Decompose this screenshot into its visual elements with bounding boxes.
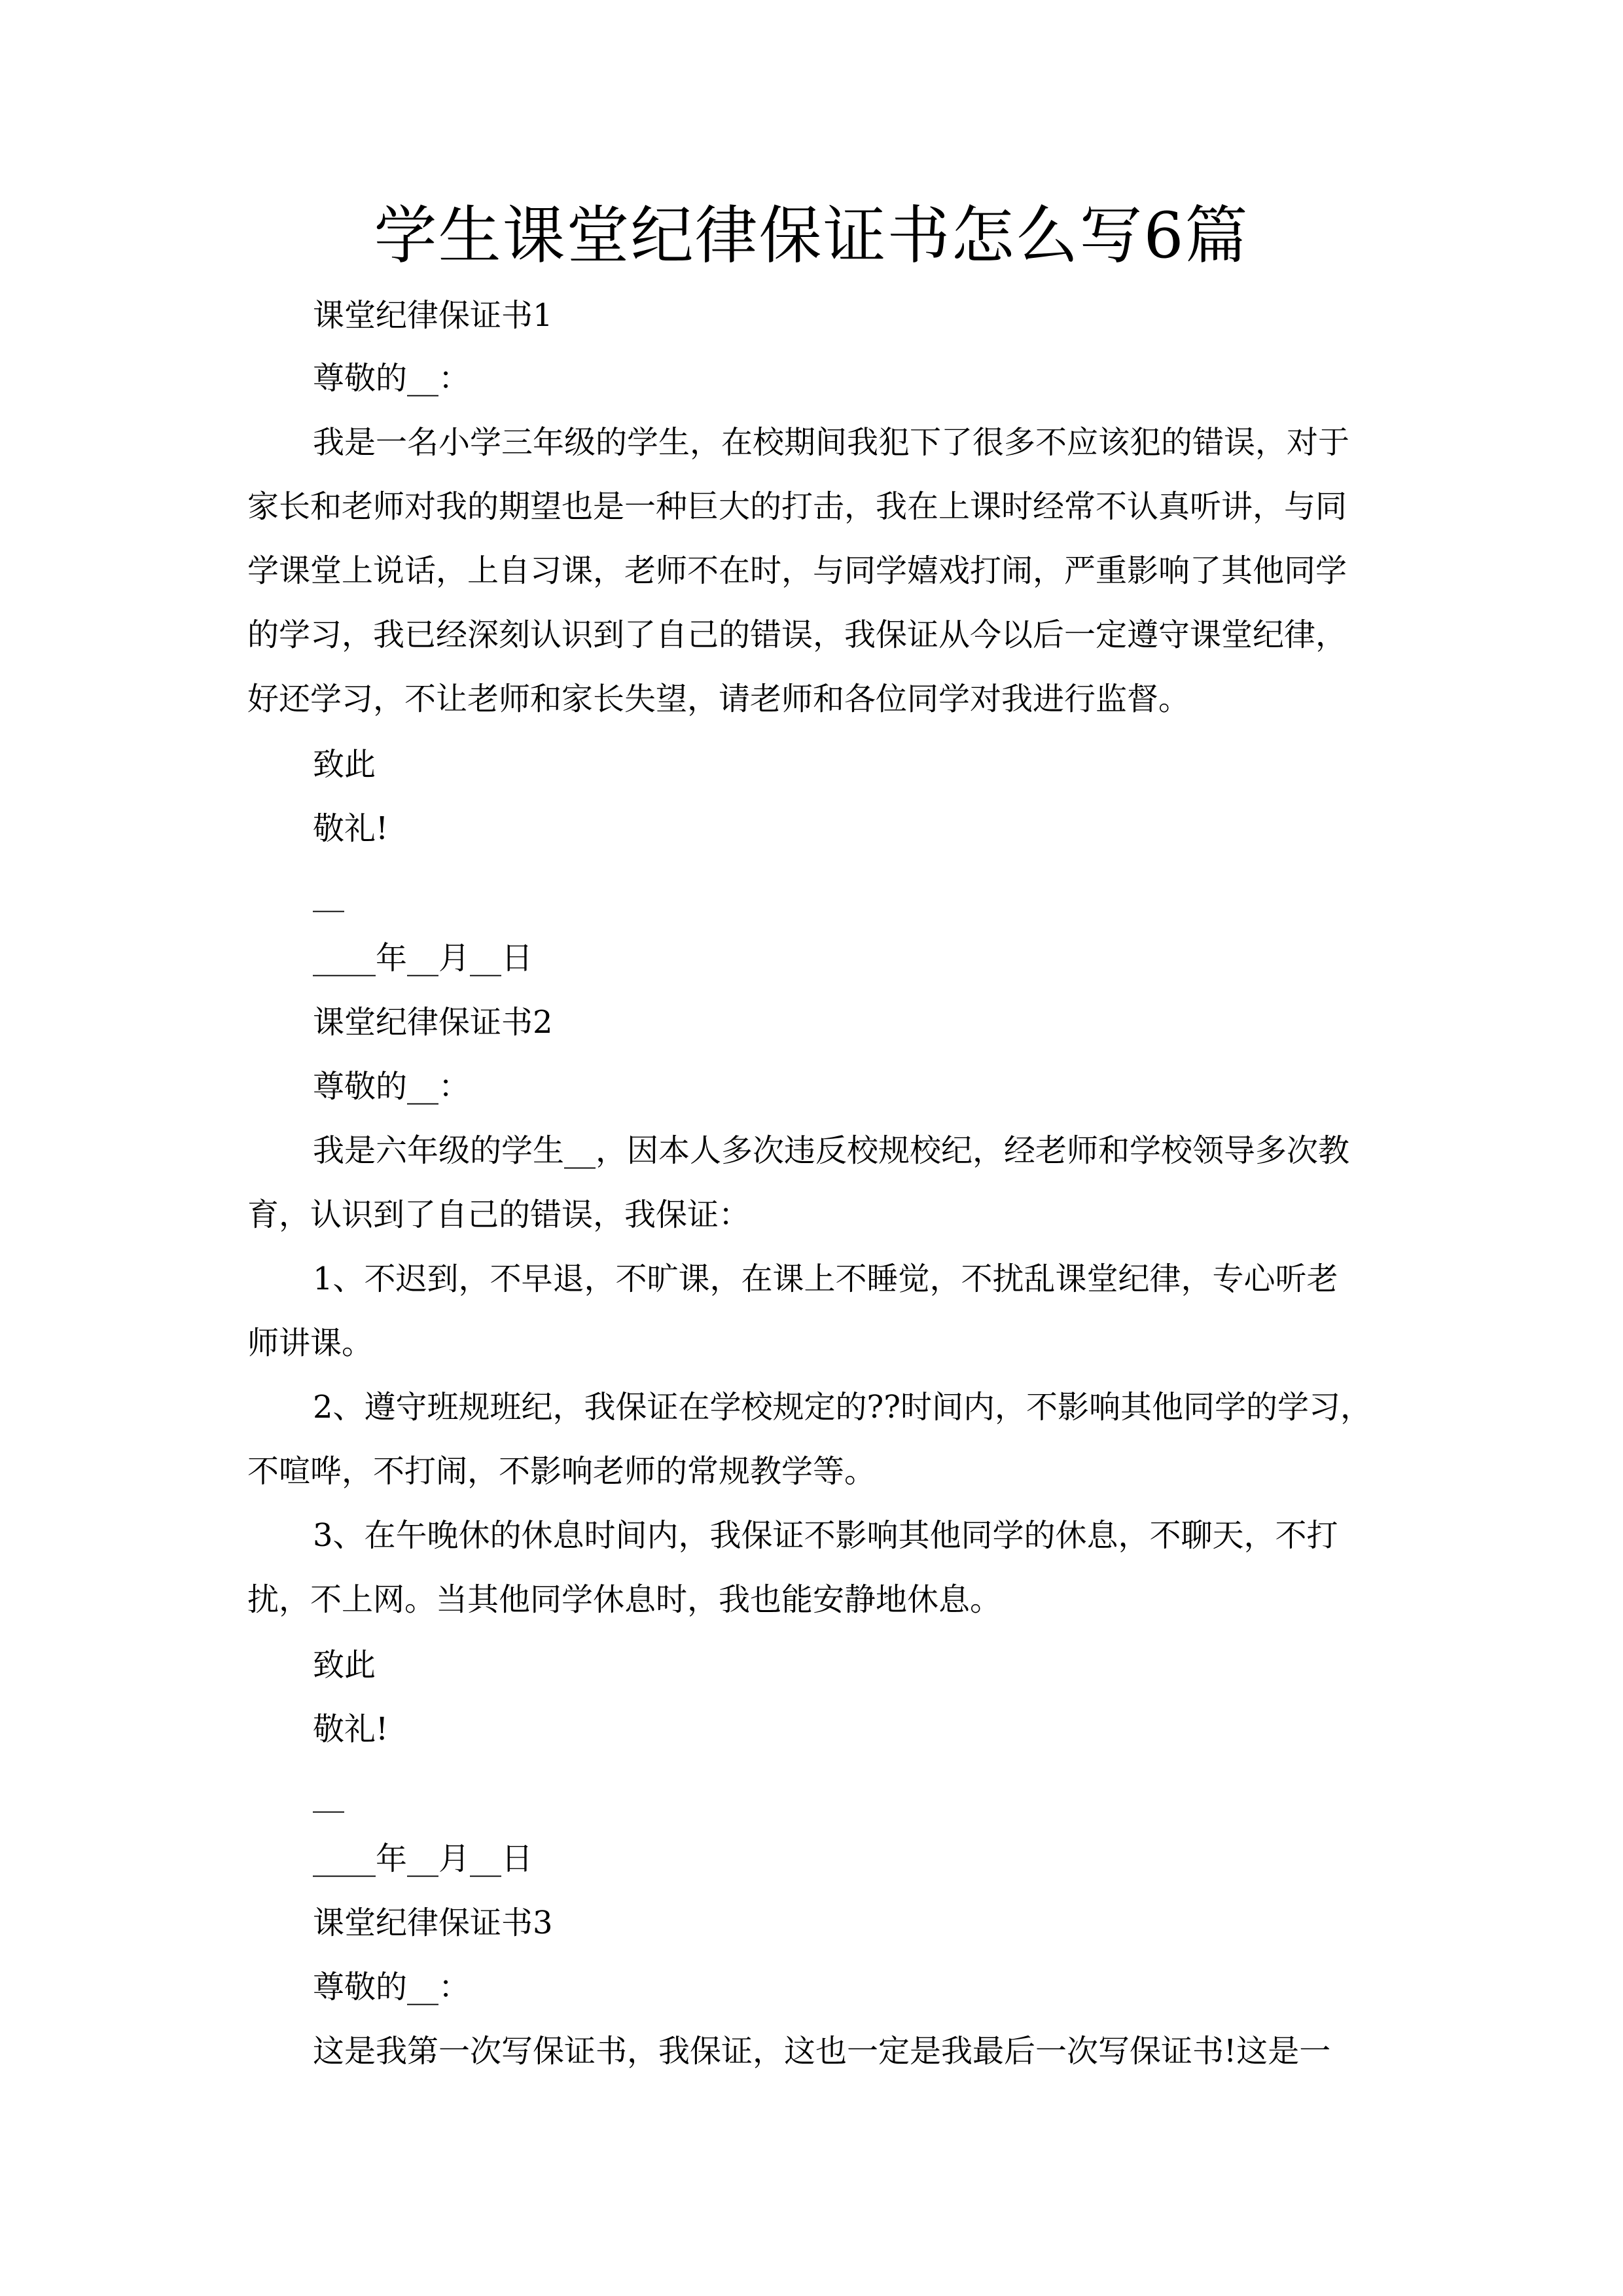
document-title: 学生课堂纪律保证书怎么写6篇 [374,199,1249,272]
paragraph-line: 致此 [313,1647,376,1683]
paragraph-line: 尊敬的__： [313,1969,471,2005]
paragraph-line: 我是一名小学三年级的学生，在校期间我犯下了很多不应该犯的错误，对于 [313,424,1350,461]
paragraph-line: 我是六年级的学生__，因本人多次违反校规校纪，经老师和学校领导多次教 [313,1132,1350,1169]
paragraph-line: 育，认识到了自己的错误，我保证： [247,1196,751,1233]
paragraph-line: 课堂纪律保证书3 [313,1905,553,1941]
paragraph-line: 这是我第一次写保证书，我保证，这也一定是我最后一次写保证书!这是一 [313,2033,1331,2070]
paragraph-line: ____年__月__日 [313,940,533,977]
paragraph-line: ____年__月__日 [313,1840,533,1877]
paragraph-line: 2、遵守班规班纪，我保证在学校规定的??时间内，不影响其他同学的学习， [313,1389,1372,1426]
paragraph-line: 不喧哗，不打闹，不影响老师的常规教学等。 [247,1453,876,1490]
paragraph-line: 3、在午晚休的休息时间内，我保证不影响其他同学的休息，不聊天，不打 [313,1517,1338,1554]
paragraph-line: 师讲课。 [247,1325,374,1361]
paragraph-line: 家长和老师对我的期望也是一种巨大的打击，我在上课时经常不认真听讲，与同 [247,488,1347,525]
paragraph-line: 致此 [313,746,376,783]
paragraph-line: 课堂纪律保证书2 [313,1004,553,1041]
paragraph-line: 尊敬的__： [313,1068,471,1105]
paragraph-line: 的学习，我已经深刻认识到了自己的错误，我保证从今以后一定遵守课堂纪律， [247,617,1347,653]
paragraph-line: 好还学习，不让老师和家长失望，请老师和各位同学对我进行监督。 [247,681,1190,717]
paragraph-line: 学课堂上说话，上自习课，老师不在时，与同学嬉戏打闹，严重影响了其他同学 [247,552,1347,589]
paragraph-line: 扰，不上网。当其他同学休息时，我也能安静地休息。 [247,1581,1002,1618]
paragraph-line: __ [313,1776,344,1813]
paragraph-line: 尊敬的__： [313,360,471,397]
paragraph-line: 课堂纪律保证书1 [313,297,553,334]
paragraph-line: 1、不迟到，不早退，不旷课，在课上不睡觉，不扰乱课堂纪律，专心听老 [313,1261,1338,1297]
paragraph-line: __ [313,876,344,912]
paragraph-line: 敬礼! [313,1711,389,1748]
paragraph-line: 敬礼! [313,810,389,847]
